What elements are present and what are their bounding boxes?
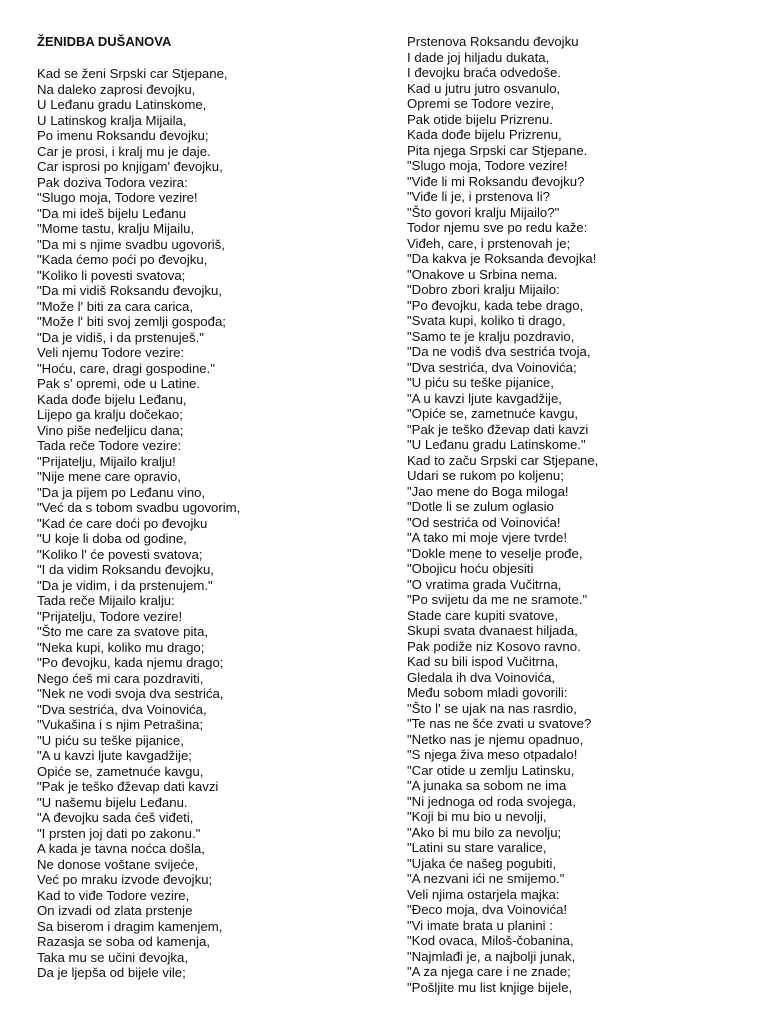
verse-line: Opremi se Todore vezire,	[407, 96, 555, 111]
verse-line: On izvadi od zlata prstenje	[37, 903, 193, 918]
verse-line: "O vratima grada Vučitrna,	[407, 576, 562, 592]
verse-line: "Prijatelju, Mijailo kralju!	[37, 453, 176, 469]
verse-line: Veli njima ostarjela majka:	[407, 886, 560, 902]
verse-line: "Jao mene do Boga miloga!	[407, 483, 569, 499]
verse-line: "Obojicu hoću objesiti	[407, 561, 534, 576]
verse-line: Gledala ih dva Voinovića,	[407, 669, 556, 685]
verse-line: Tada reče Todore vezire:	[37, 438, 182, 453]
verse-line: "Dobro zbori kralju Mijailo:	[407, 282, 560, 297]
verse-line: I dade joj hiljadu dukata,	[407, 49, 550, 65]
verse-line: Nego ćeš mi cara pozdraviti,	[37, 670, 204, 686]
verse-line: "Pošljite mu list knjige bijele,	[407, 979, 573, 995]
verse-line: Veli njemu Todore vezire:	[37, 345, 185, 360]
verse-line: "Kod ovaca, Miloš-čobanina,	[407, 933, 574, 948]
verse-line: "Koji bi mu bio u nevolji,	[407, 809, 547, 824]
verse-line: "Latini su stare varalice,	[407, 840, 547, 855]
verse-line: "S njega živa meso otpadalo!	[407, 747, 578, 762]
verse-line: "Da je vidim, i da prstenujem."	[37, 577, 213, 593]
verse-line: "Vukašina i s njim Petrašina;	[37, 717, 204, 732]
verse-line: "Te nas ne šće zvati u svatove?	[407, 716, 592, 731]
verse-line: I đevojku braća odvedoše.	[407, 65, 561, 80]
verse-line: "Što me care za svatove pita,	[37, 624, 209, 639]
verse-line: "Dotle li se zulum oglasio	[407, 499, 554, 514]
verse-line: Udari se rukom po koljenu;	[407, 468, 564, 483]
verse-line: Sa biserom i dragim kamenjem,	[37, 918, 223, 934]
verse-line: "Nije mene care opravio,	[37, 469, 181, 484]
verse-line: Opiće se, zametnuće kavgu,	[37, 763, 204, 779]
verse-line: "Da mi ideš bijelu Leđanu	[37, 205, 187, 221]
verse-line: Pak doziva Todora vezira:	[37, 174, 188, 190]
verse-line: "Samo te je kralju pozdravio,	[407, 328, 575, 344]
verse-line: "Da je vidiš, i da prstenuješ."	[37, 329, 204, 345]
verse-line: "Pak je teško đževap dati kavzi	[37, 779, 219, 794]
verse-line: "Netko nas je njemu opadnuo,	[407, 731, 584, 747]
verse-line: Pak s' opremi, ode u Latine.	[37, 376, 201, 391]
verse-line: "A đevojku sada ćeš viđeti,	[37, 810, 194, 825]
verse-line: "Ni jednoga od roda svojega,	[407, 793, 576, 809]
verse-line: "Pak je teško đževap dati kavzi	[407, 421, 589, 437]
verse-line: "Vi imate brata u planini :	[407, 917, 553, 933]
verse-line: Među sobom mladi govorili:	[407, 685, 568, 700]
verse-line: U Latinskog kralja Mijaila,	[37, 112, 187, 128]
verse-line: "U piću su teške pijanice,	[407, 375, 554, 390]
verse-line: U Leđanu gradu Latinskome,	[37, 97, 207, 112]
verse-line: "A u kavzi ljute kavgadžije,	[407, 390, 562, 406]
verse-line: "A za njega care i ne znade;	[407, 964, 571, 979]
verse-line: "Onakove u Srbina nema.	[407, 266, 558, 282]
verse-line: Razasja se soba od kamenja,	[37, 934, 211, 949]
verse-line: "A junaka sa sobom ne ima	[407, 778, 567, 793]
verse-line: "I prsten joj dati po zakonu."	[37, 825, 201, 841]
verse-line: "Viđe li je, i prstenova li?	[407, 189, 550, 204]
verse-line: "Po đevojku, kada njemu drago;	[37, 655, 224, 670]
verse-line: Po imenu Roksandu đevojku;	[37, 128, 209, 143]
verse-line: Pak podiže niz Kosovo ravno.	[407, 638, 581, 654]
verse-line: "Kad će care doći po đevojku	[37, 515, 208, 531]
verse-line: "Nek ne vodi svoja dva sestrića,	[37, 686, 224, 701]
verse-line: Pak otide bijelu Prizrenu.	[407, 111, 553, 127]
verse-line: "Dokle mene to veselje prođe,	[407, 545, 583, 561]
verse-line: Kada dođe bijelu Prizrenu,	[407, 127, 562, 142]
verse-line: Već po mraku izvode đevojku;	[37, 872, 213, 887]
verse-line: "Može l' biti svoj zemlji gospođa;	[37, 314, 226, 329]
verse-line: Lijepo ga kralju dočekao;	[37, 407, 183, 422]
verse-line: Viđeh, care, i prstenovah je;	[407, 235, 571, 251]
verse-line: Prstenova Roksandu đevojku	[407, 34, 579, 49]
verse-line: Stade care kupiti svatove,	[407, 607, 559, 623]
verse-line: "Neka kupi, koliko mu drago;	[37, 639, 205, 655]
verse-line: "Car otide u zemlju Latinsku,	[407, 762, 575, 778]
verse-line: "U našemu bijelu Leđanu.	[37, 794, 188, 810]
verse-line: "Što govori kralju Mijailo?"	[407, 204, 560, 220]
verse-line: Kad to viđe Todore vezire,	[37, 887, 190, 903]
verse-line: "Može l' biti za cara carica,	[37, 298, 193, 314]
verse-line: Na daleko zaprosi đevojku,	[37, 81, 196, 97]
verse-line: "Opiće se, zametnuće kavgu,	[407, 406, 579, 421]
verse-line: "Svata kupi, koliko ti drago,	[407, 313, 566, 328]
verse-line: "Koliko li povesti svatova;	[37, 267, 186, 283]
verse-line: "Mome tastu, kralju Mijailu,	[37, 221, 195, 236]
left-verse-list	[37, 66, 240, 981]
verse-line: "Prijatelju, Todore vezire!	[37, 608, 183, 624]
verse-line: "Od sestrića od Voinovića!	[407, 514, 561, 530]
verse-line: "A u kavzi ljute kavgadžije;	[37, 748, 192, 763]
verse-line: "Već da s tobom svadbu ugovorim,	[37, 500, 241, 515]
verse-line: Vino piše neđeljicu dana;	[37, 422, 184, 438]
verse-line: Car isprosi po knjigam' đevojku,	[37, 159, 223, 174]
verse-line: "Da mi vidiš Roksandu đevojku,	[37, 283, 222, 298]
verse-line: "Ujaka će našeg pogubiti,	[407, 855, 557, 871]
verse-line: A kada je tavna noćca došla,	[37, 841, 205, 856]
verse-line: "Da ne vodiš dva sestrića tvoja,	[407, 344, 591, 359]
verse-line: Kad su bili ispod Vučitrna,	[407, 654, 559, 669]
verse-line: "Slugo moja, Todore vezire!	[37, 190, 198, 205]
verse-line: Car je prosi, i kralj mu je daje.	[37, 143, 211, 159]
verse-line: Kad to začu Srpski car Stjepane,	[407, 452, 599, 468]
verse-line: "Viđe li mi Roksandu đevojku?	[407, 173, 585, 189]
verse-line: "Da mi s njime svadbu ugovoriš,	[37, 236, 225, 252]
verse-line: "Kada ćemo poći po đevojku,	[37, 252, 208, 267]
right-verse-list	[407, 34, 598, 995]
verse-line: Taka mu se učini đevojka,	[37, 949, 188, 965]
verse-line: Skupi svata dvanaest hiljada,	[407, 623, 578, 638]
verse-line: "Po đevojku, kada tebe drago,	[407, 297, 584, 313]
verse-line: "U piću su teške pijanice,	[37, 732, 184, 748]
verse-line: "Da ja pijem po Leđanu vino,	[37, 484, 206, 500]
verse-line: "U Leđanu gradu Latinskome."	[407, 437, 586, 452]
verse-line: Da je ljepša od bijele vile;	[37, 965, 186, 980]
verse-line: "Dva sestrića, dva Voinovića;	[407, 359, 577, 375]
verse-line: Todor njemu sve po redu kaže:	[407, 220, 588, 235]
verse-line: "I da vidim Roksandu đevojku,	[37, 562, 214, 577]
verse-line: "Što l' se ujak na nas rasrdio,	[407, 700, 577, 716]
verse-line: "A nezvani ići ne smijemo."	[407, 871, 565, 886]
verse-line: "U koje li doba od godine,	[37, 531, 187, 546]
verse-line: "Koliko l' će povesti svatova;	[37, 546, 203, 562]
verse-line: "Najmlađi je, a najbolji junak,	[407, 948, 576, 964]
verse-line: Ne donose voštane svijeće,	[37, 856, 199, 872]
verse-line: Tada reče Mijailo kralju:	[37, 593, 175, 608]
verse-line: "Po svijetu da me ne sramote."	[407, 592, 588, 607]
verse-line: "Slugo moja, Todore vezire!	[407, 158, 568, 173]
verse-line: "Hoću, care, dragi gospodine."	[37, 360, 215, 376]
verse-line: "Dva sestrića, dva Voinovića,	[37, 701, 207, 717]
verse-line: Kad se ženi Srpski car Stjepane,	[37, 66, 228, 81]
verse-line: Kada dođe bijelu Leđanu,	[37, 391, 187, 407]
verse-line: "A tako mi moje vjere tvrde!	[407, 530, 568, 545]
verse-line: Pita njega Srpski car Stjepane.	[407, 142, 588, 158]
verse-line: "Ako bi mu bilo za nevolju;	[407, 824, 562, 840]
poem-title: ŽENIDBA DUŠANOVA	[37, 34, 172, 49]
verse-line: "Da kakva je Roksanda đevojka!	[407, 251, 597, 266]
verse-line: "Đeco moja, dva Voinovića!	[407, 902, 568, 917]
verse-line: Kad u jutru jutro osvanulo,	[407, 80, 561, 96]
